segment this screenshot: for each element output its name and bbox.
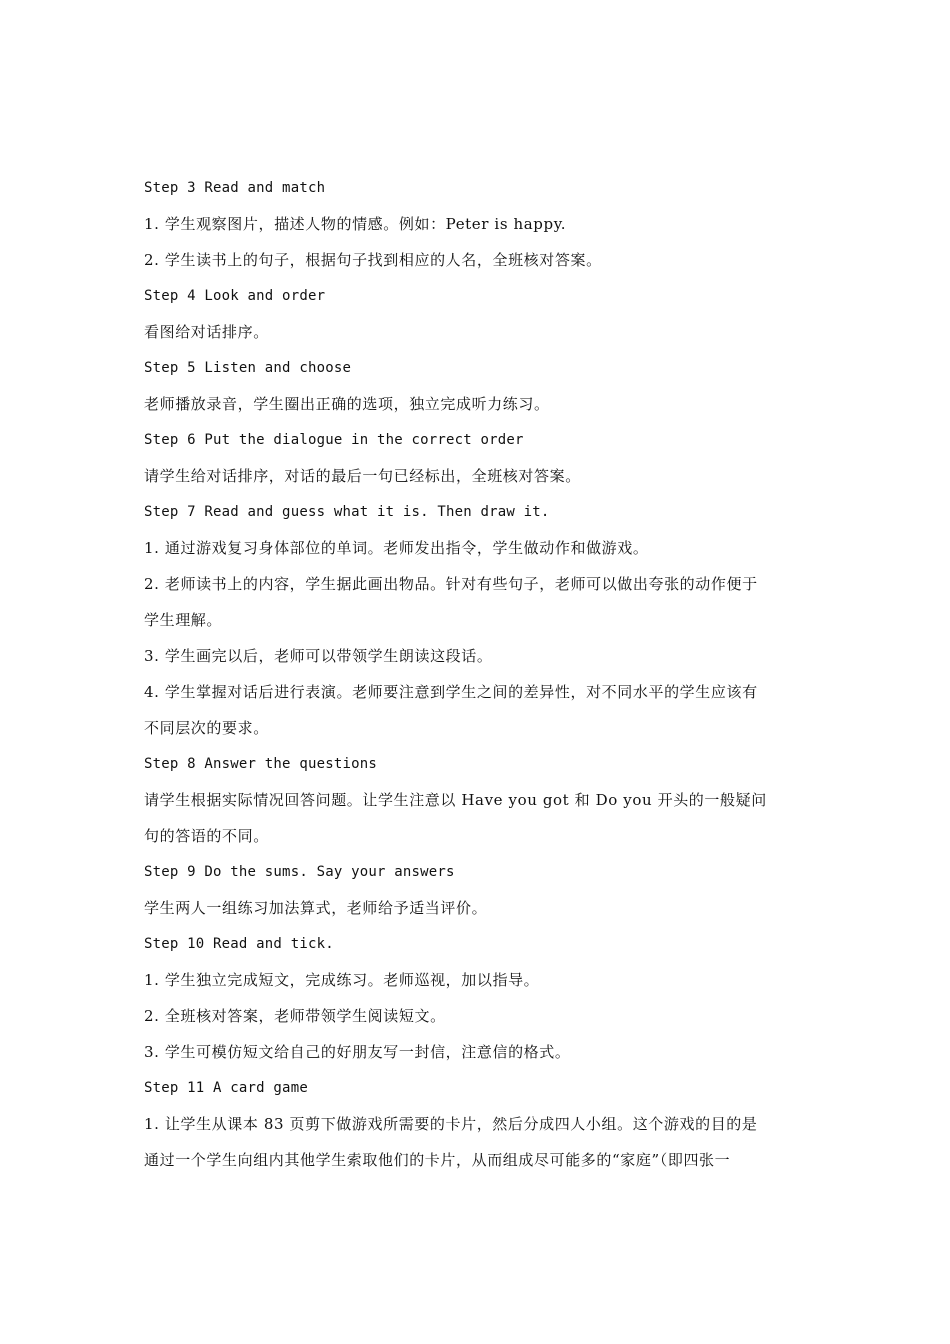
step-4-heading: Step 4 Look and order	[144, 288, 326, 304]
step-4-text: 看图给对话排序。	[144, 323, 269, 341]
step-7-item-2-cont: 学生理解。	[144, 611, 223, 629]
step-10-heading: Step 10 Read and tick.	[144, 936, 334, 952]
document-body	[144, 170, 808, 1178]
step-10-item-3: 3. 学生可模仿短文给自己的好朋友写一封信，注意信的格式。	[144, 1043, 571, 1061]
step-3-item-2: 2. 学生读书上的句子，根据句子找到相应的人名，全班核对答案。	[144, 251, 602, 269]
step-5-text: 老师播放录音，学生圈出正确的选项，独立完成听力练习。	[144, 395, 550, 413]
step-3-item-1: 1. 学生观察图片，描述人物的情感。例如：Peter is happy.	[144, 215, 567, 233]
step-7-item-3: 3. 学生画完以后，老师可以带领学生朗读这段话。	[144, 647, 493, 665]
step-7-item-4-cont: 不同层次的要求。	[144, 719, 269, 737]
step-5-heading: Step 5 Listen and choose	[144, 360, 352, 376]
step-11-item-1-cont: 通过一个学生向组内其他学生索取他们的卡片，从而组成尽可能多的“家庭”（即四张一	[144, 1151, 731, 1169]
step-10-item-2: 2. 全班核对答案，老师带领学生阅读短文。	[144, 1007, 446, 1025]
step-8-heading: Step 8 Answer the questions	[144, 756, 377, 772]
step-3-heading: Step 3 Read and match	[144, 180, 326, 196]
step-7-heading: Step 7 Read and guess what it is. Then draw it.	[144, 504, 550, 520]
step-7-item-1: 1. 通过游戏复习身体部位的单词。老师发出指令，学生做动作和做游戏。	[144, 539, 649, 557]
step-7-item-4: 4. 学生掌握对话后进行表演。老师要注意到学生之间的差异性，对不同水平的学生应该有	[144, 683, 758, 701]
step-10-item-1: 1. 学生独立完成短文，完成练习。老师巡视，加以指导。	[144, 971, 540, 989]
step-9-heading: Step 9 Do the sums. Say your answers	[144, 864, 455, 880]
step-8-text: 请学生根据实际情况回答问题。让学生注意以 Have you got 和 Do you 开头的一般疑问	[144, 791, 767, 809]
step-9-text: 学生两人一组练习加法算式，老师给予适当评价。	[144, 899, 488, 917]
step-11-item-1: 1. 让学生从课本 83 页剪下做游戏所需要的卡片，然后分成四人小组。这个游戏的目的是	[144, 1115, 758, 1133]
step-11-heading: Step 11 A card game	[144, 1080, 308, 1096]
step-7-item-2: 2. 老师读书上的内容，学生据此画出物品。针对有些句子，老师可以做出夸张的动作便于	[144, 575, 758, 593]
step-6-text: 请学生给对话排序，对话的最后一句已经标出，全班核对答案。	[144, 467, 581, 485]
step-6-heading: Step 6 Put the dialogue in the correct order	[144, 432, 524, 448]
step-8-text-cont: 句的答语的不同。	[144, 827, 269, 845]
